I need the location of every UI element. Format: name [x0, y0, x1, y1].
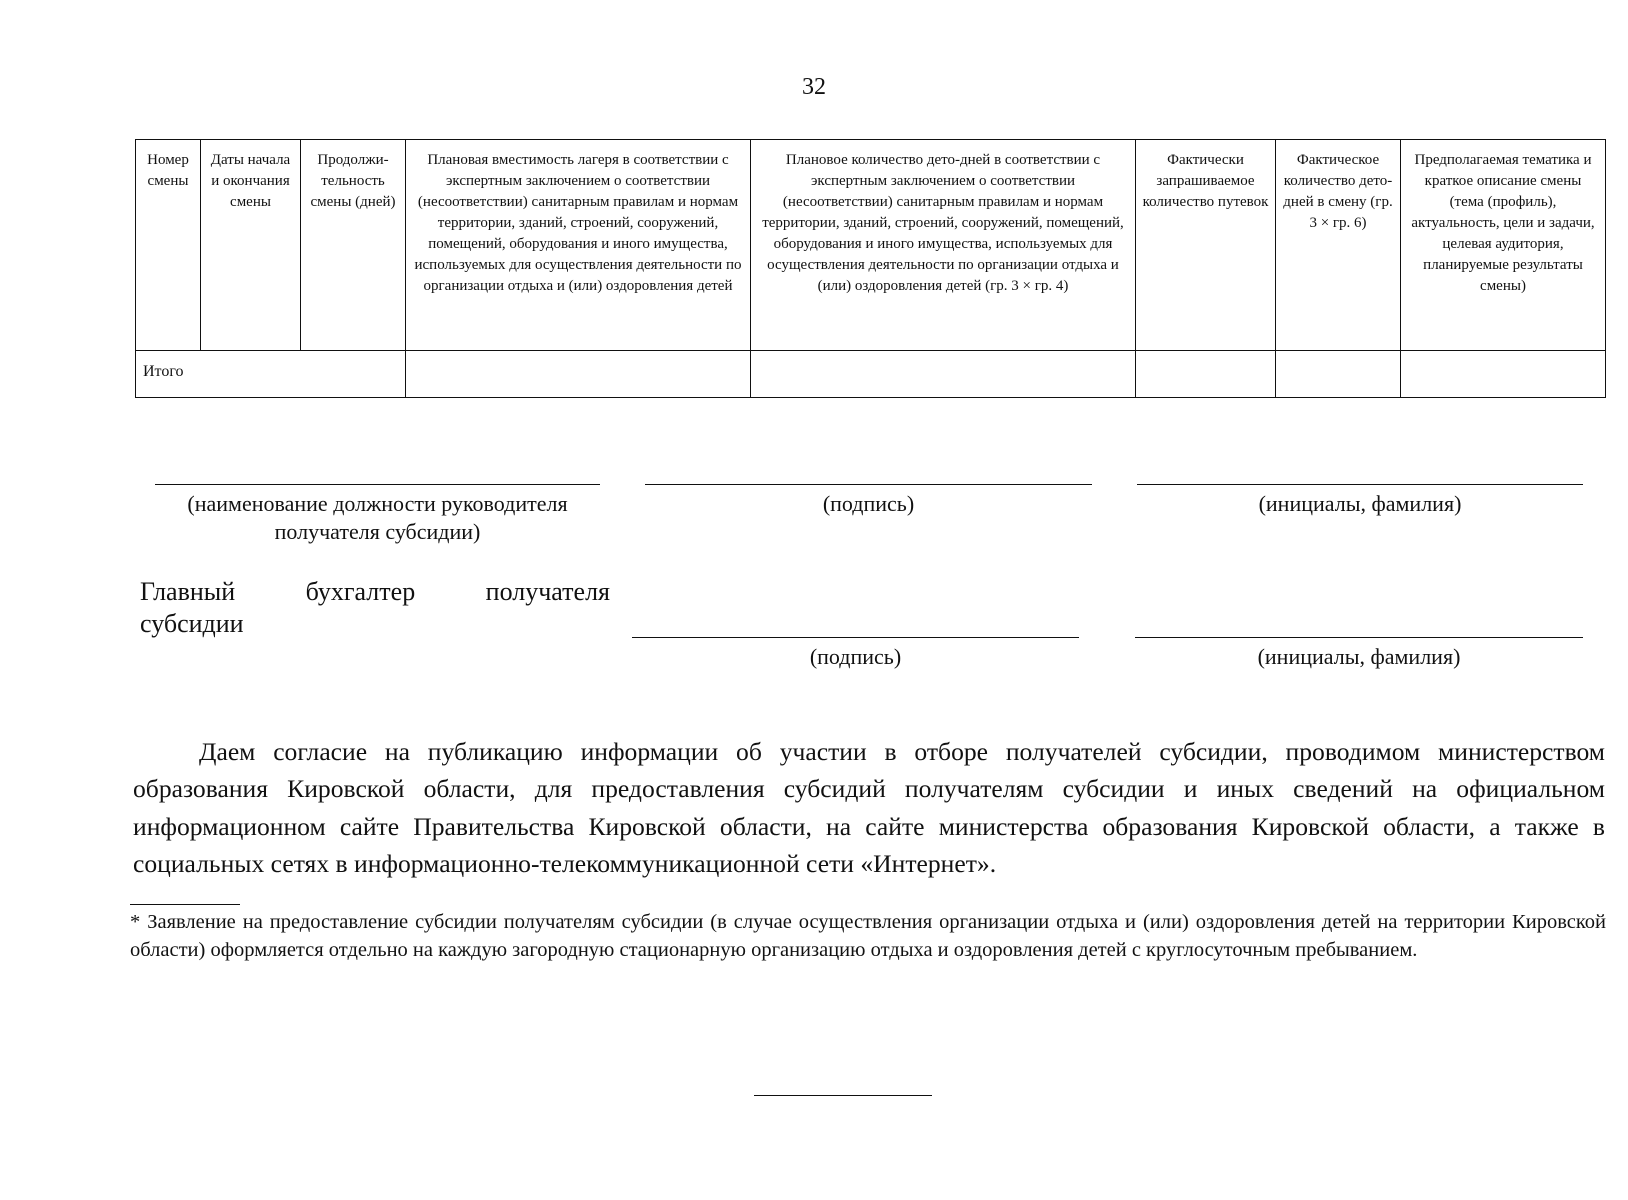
accountant-name-caption: (инициалы, фамилия) [1257, 644, 1461, 669]
director-signature-caption: (подпись) [822, 491, 915, 516]
chief-title-word-3: получателя [485, 577, 610, 606]
director-name-line[interactable] [1137, 484, 1583, 485]
total-cell-child-days[interactable] [751, 351, 1136, 398]
position-line[interactable] [155, 484, 600, 485]
chief-title-word-1: Главный [140, 577, 236, 606]
director-name-caption: (инициалы, фамилия) [1258, 491, 1462, 516]
accountant-signature-caption: (подпись) [809, 644, 902, 669]
footnote-separator [130, 904, 240, 905]
col-header-requested-vouchers: Фактически запрашиваемое количество путевок [1136, 140, 1276, 351]
col-header-planned-capacity: Плановая вместимость лагеря в соответствии с экспертным заключением о соответствии (несоответствии) санитарным правилам и нормам территории, зданий, строений, сооружений, помещений, оборудования и иного имущества, используемых для осуществления деятельности по организации отдыха и (или) оздоровления детей [406, 140, 751, 351]
shift-plan-table [135, 139, 1606, 398]
total-cell-vouchers[interactable] [1136, 351, 1276, 398]
total-label: Итого [136, 351, 406, 398]
accountant-signature-line[interactable] [632, 637, 1079, 638]
chief-accountant-title [140, 576, 610, 639]
consent-paragraph: Даем согласие на публикацию информации об участии в отборе получателей субсидии, проводимом министерством образования Кировской области, для предоставления субсидий получателям субсидии и иных сведений на официальном информационном сайте Правительства Кировской области, на сайте министерства образования Кировской области, а также в социальных сетях в информационно-телекоммуникационной сети «Интернет». [133, 737, 1605, 879]
page-number: 32 [802, 74, 826, 100]
col-header-shift-dates: Даты начала и окончания смены [201, 140, 301, 351]
table-total-row [136, 351, 1606, 398]
col-header-shift-number: Номер смены [136, 140, 201, 351]
col-header-shift-theme: Предполагаемая тематика и краткое описание смены (тема (профиль), актуальность, цели и задачи, целевая аудитория, планируемые результаты смены) [1401, 140, 1606, 351]
accountant-name-line[interactable] [1135, 637, 1583, 638]
footnote-text: * Заявление на предоставление субсидии получателям субсидии (в случае осуществления организации отдыха и (или) оздоровления детей на территории Кировской области) оформляется отдельно на каждую загородную стационарную организацию отдыха и оздоровления детей с круглосуточным пребыванием. [130, 911, 1606, 962]
col-header-shift-duration: Продолжи-тельность смены (дней) [301, 140, 406, 351]
col-header-planned-child-days: Плановое количество дето-дней в соответствии с экспертным заключением о соответствии (несоответствии) санитарным правилам и нормам территории, зданий, строений, сооружений, помещений, оборудования и иного имущества, используемых для осуществления деятельности по организации отдыха и (или) оздоровления детей (гр. 3 × гр. 4) [751, 140, 1136, 351]
table-header-row [136, 140, 1606, 351]
total-cell-actual-child-days[interactable] [1276, 351, 1401, 398]
chief-title-word-2: бухгалтер [305, 577, 416, 606]
position-caption: (наименование должности руководителя получателя субсидии) [187, 491, 568, 544]
end-of-form-rule [754, 1095, 932, 1096]
chief-title-word-4: субсидии [140, 608, 244, 638]
total-cell-theme[interactable] [1401, 351, 1606, 398]
total-cell-capacity[interactable] [406, 351, 751, 398]
col-header-actual-child-days: Фактическое количество дето-дней в смену (гр. 3 × гр. 6) [1276, 140, 1401, 351]
director-signature-line[interactable] [645, 484, 1092, 485]
